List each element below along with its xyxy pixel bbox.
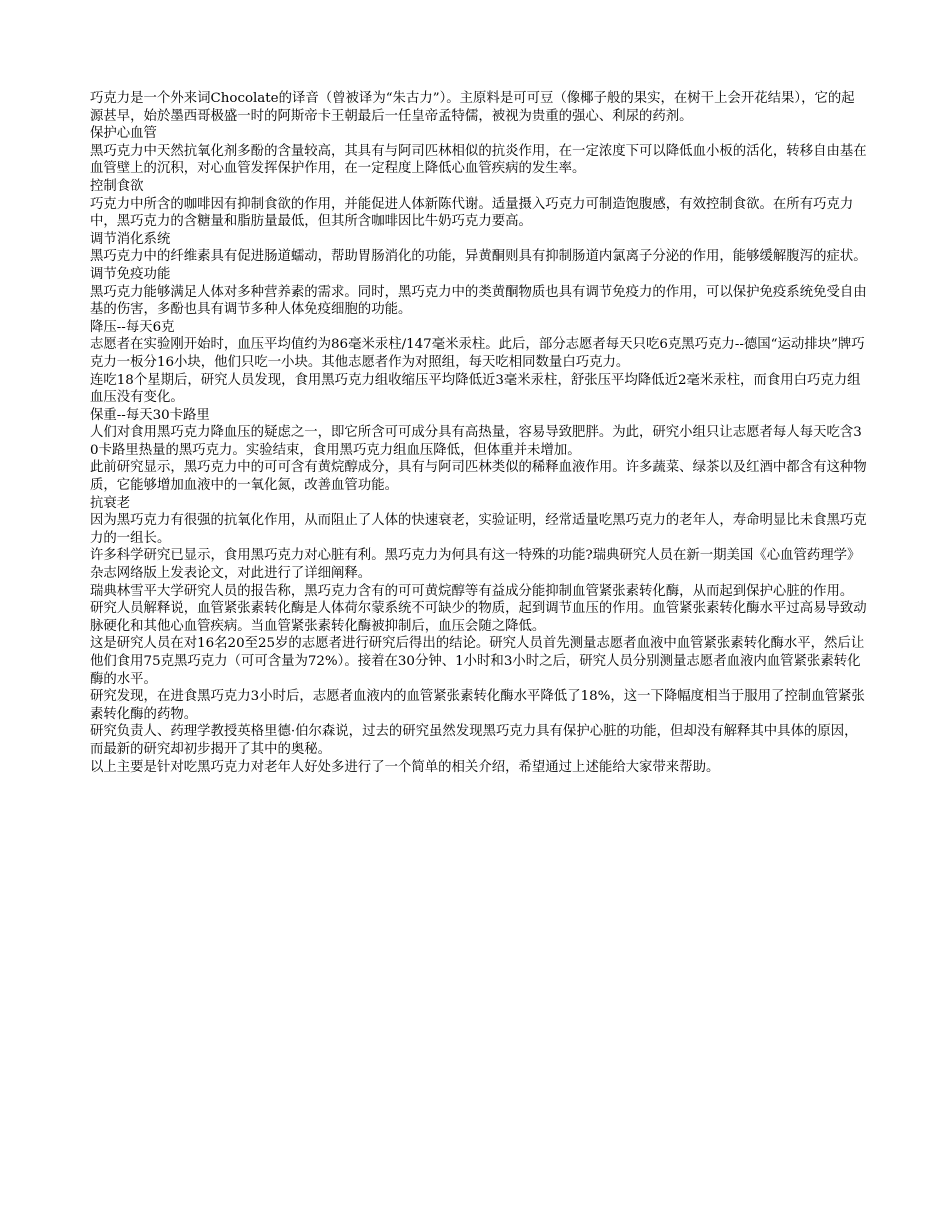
paragraph-cardio: 黑巧克力中天然抗氧化剂多酚的含量较高，其具有与阿司匹林相似的抗炎作用，在一定浓度下可以降低血小板的活化，转移自由基在血管壁上的沉积，对心血管发挥保护作用，在一定程度上降低心血管疾病的发生率。	[90, 143, 867, 177]
paragraph-appetite: 巧克力中所含的咖啡因有抑制食欲的作用，并能促进人体新陈代谢。适量摄入巧克力可制造饱腹感，有效控制食欲。在所有巧克力中，黑巧克力的含糖量和脂肪量最低，但其所含咖啡因比牛奶巧克力要高。	[90, 196, 854, 230]
paragraph-weight: 人们对食用黑巧克力降血压的疑虑之一，即它所含可可成分具有高热量，容易导致肥胖。为此，研究小组只让志愿者每人每天吃含30卡路里热量的黑巧克力。实验结束，食用黑巧克力组血压降低，但体重并未增加。	[90, 425, 862, 458]
paragraph-anti-aging: 因为黑巧克力有很强的抗氧化作用，从而阻止了人体的快速衰老，实验证明，经常适量吃黑巧克力的老年人，寿命明显比未食黑巧克力的一组长。	[90, 513, 867, 546]
section-heading-blood-pressure: 降压--每天6克	[90, 319, 175, 335]
paragraph-linkoping: 瑞典林雪平大学研究人员的报告称，黑巧克力含有的可可黄烷醇等有益成分能抑制血管紧张素转化酶，从而起到保护心脏的作用。	[90, 583, 854, 599]
section-heading-cardio: 保护心血管	[90, 126, 157, 142]
paragraph-flavanol: 此前研究显示，黑巧克力中的可可含有黄烷醇成分，具有与阿司匹林类似的稀释血液作用。许多蔬菜、绿茶以及红酒中都含有这种物质，它能够增加血液中的一氧化氮，改善血管功能。	[90, 460, 867, 494]
section-heading-immunity: 调节免疫功能	[90, 266, 171, 282]
section-heading-weight: 保重--每天30卡路里	[90, 407, 210, 423]
paragraph-heart-research: 许多科学研究已显示，食用黑巧克力对心脏有利。黑巧克力为何具有这一特殊的功能?瑞典研究人员在新一期美国《心血管药理学》杂志网络版上发表论文，对此进行了详细阐释。	[90, 548, 861, 582]
paragraph-bp-results: 连吃18个星期后，研究人员发现，食用黑巧克力组收缩压平均降低近3毫米汞柱，舒张压平均降低近2毫米汞柱，而食用白巧克力组血压没有变化。	[90, 372, 861, 406]
section-heading-digestion: 调节消化系统	[90, 231, 171, 247]
paragraph-immunity: 黑巧克力能够满足人体对多种营养素的需求。同时，黑巧克力中的类黄酮物质也具有调节免疫力的作用，可以保护免疫系统免受自由基的伤害，多酚也具有调节多种人体免疫细胞的功能。	[90, 284, 867, 318]
paragraph-study-findings: 研究发现，在进食黑巧克力3小时后，志愿者血液内的血管紧张素转化酶水平降低了18%，这一下降幅度相当于服用了控制血管紧张素转化酶的药物。	[90, 689, 865, 722]
section-heading-appetite: 控制食欲	[90, 178, 144, 194]
article-body	[90, 90, 868, 776]
paragraph-study-method: 这是研究人员在对16名20至25岁的志愿者进行研究后得出的结论。研究人员首先测量志愿者血液中血管紧张素转化酶水平，然后让他们食用75克黑巧克力（可可含量为72%）。接着在30分钟、1小时和3小时之后，研究人员分别测量志愿者血液内血管紧张素转化酶的水平。	[90, 636, 865, 687]
section-heading-anti-aging: 抗衰老	[90, 495, 131, 511]
paragraph-lead-researcher: 研究负责人、药理学教授英格里德·伯尔森说，过去的研究虽然发现黑巧克力具有保护心脏的功能，但却没有解释其中具体的原因，而最新的研究却初步揭开了其中的奥秘。	[90, 724, 858, 757]
paragraph-ace-explanation: 研究人员解释说，血管紧张素转化酶是人体荷尔蒙系统不可缺少的物质，起到调节血压的作用。血管紧张素转化酶水平过高易导致动脉硬化和其他心血管疾病。当血管紧张素转化酶被抑制后，血压会随之降低。	[90, 601, 867, 634]
paragraph-bp-study: 志愿者在实验刚开始时，血压平均值约为86毫米汞柱/147毫米汞柱。此后，部分志愿者每天只吃6克黑巧克力--德国“运动排块”牌巧克力一板分16小块，他们只吃一小块。其他志愿者作为对照组，每天吃相同数量白巧克力。	[90, 337, 865, 370]
paragraph-conclusion: 以上主要是针对吃黑巧克力对老年人好处多进行了一个简单的相关介绍，希望通过上述能给大家带来帮助。	[90, 759, 720, 775]
intro-paragraph: 巧克力是一个外来词Chocolate的译音（曾被译为“朱古力”）。主原料是可可豆（像椰子般的果实，在树干上会开花结果），它的起源甚早，始於墨西哥极盛一时的阿斯帝卡王朝最后一任皇帝孟特儒，被视为贵重的强心、利尿的药剂。	[90, 91, 855, 124]
paragraph-digestion: 黑巧克力中的纤维素具有促进肠道蠕动，帮助胃肠消化的功能，异黄酮则具有抑制肠道内氯离子分泌的作用，能够缓解腹泻的症状。	[90, 249, 867, 265]
